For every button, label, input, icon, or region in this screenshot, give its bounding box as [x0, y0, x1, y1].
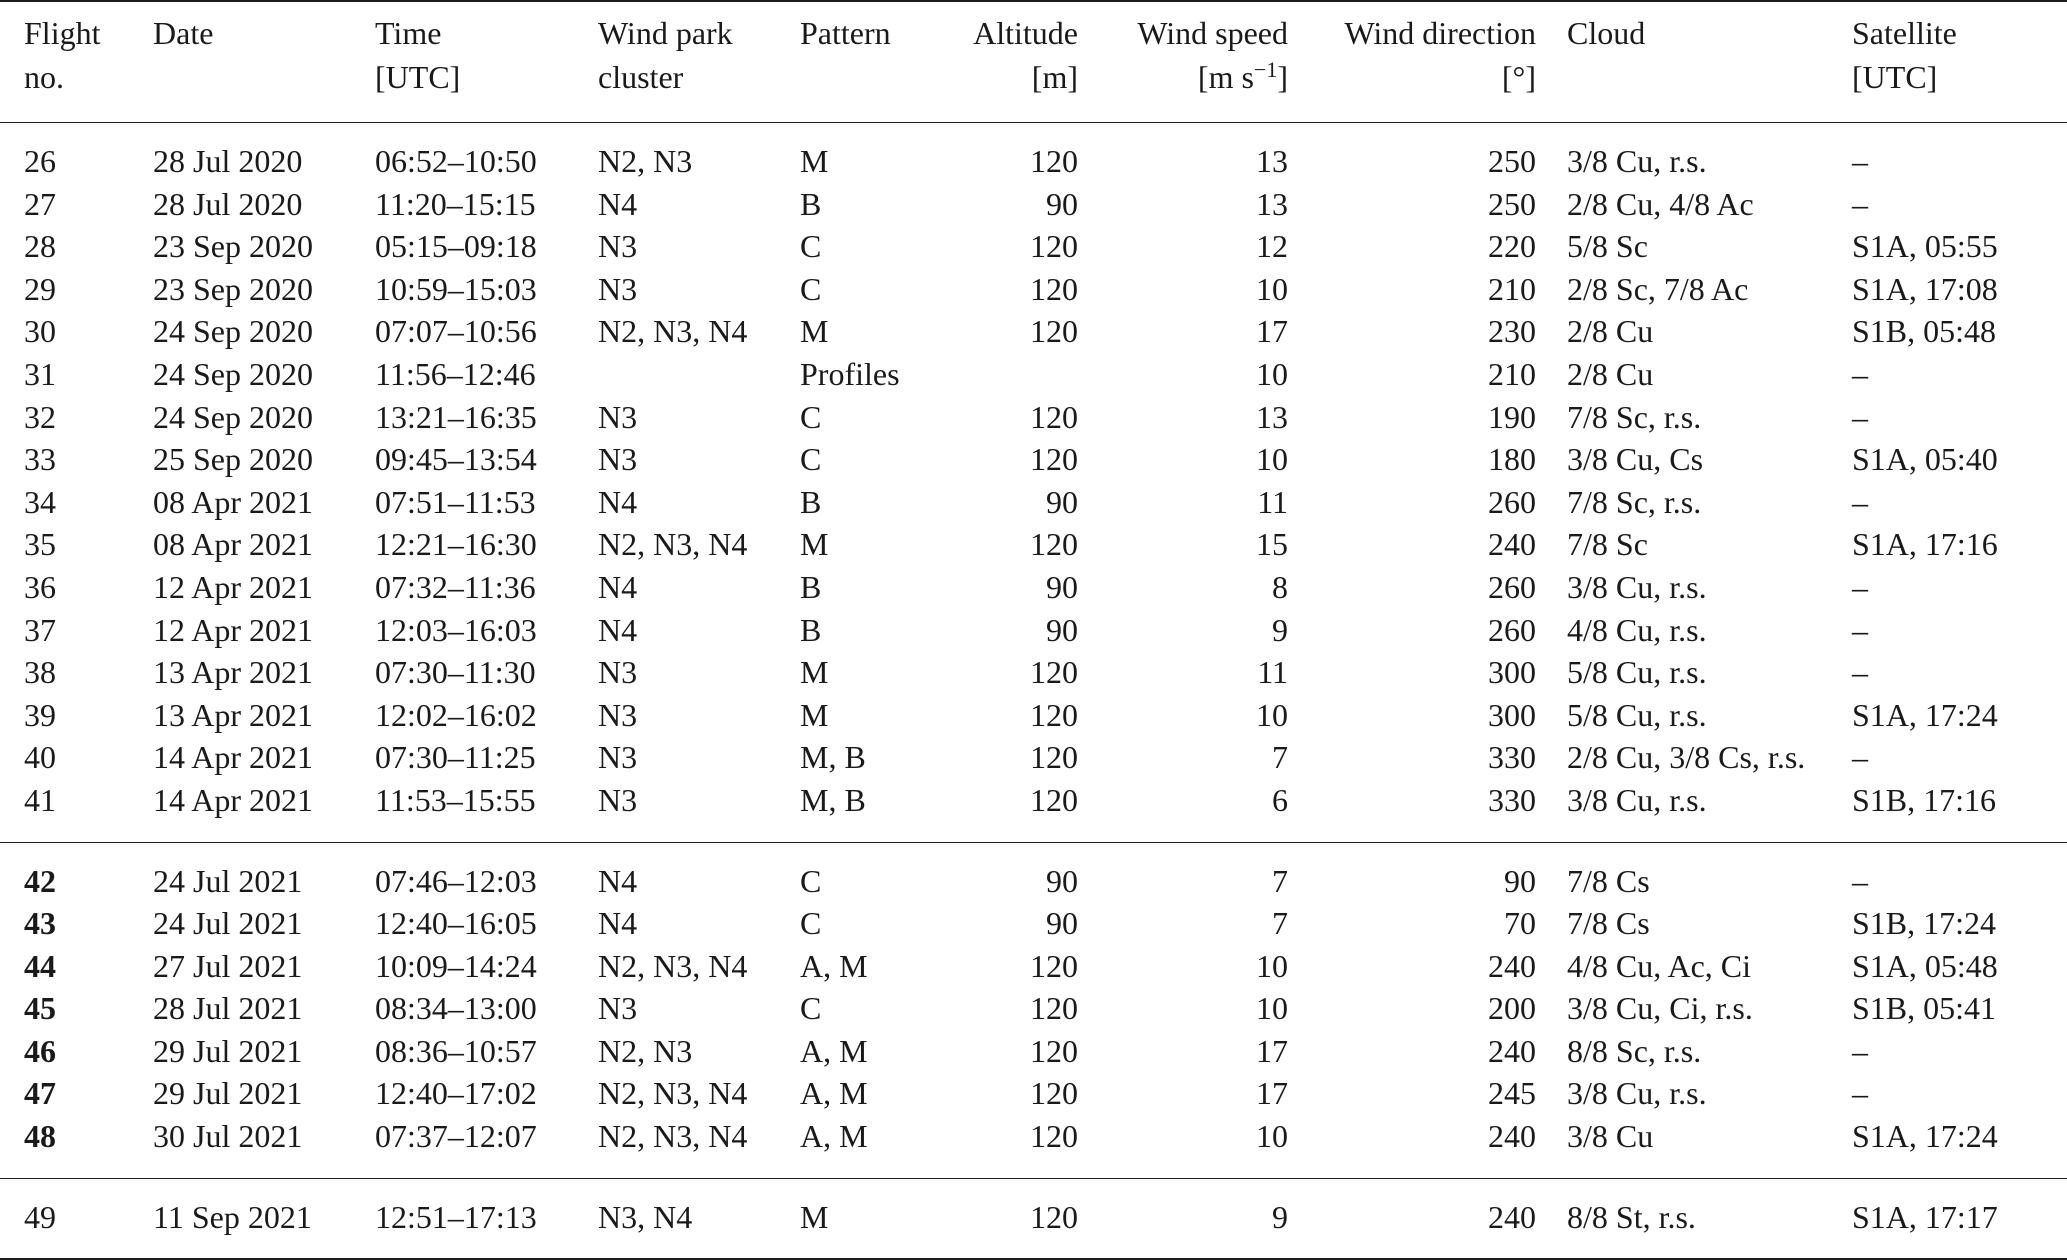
- cell-wind-speed: 7: [1272, 905, 1288, 942]
- cell-pattern: C: [800, 398, 822, 435]
- cell-time: 10:09–14:24: [375, 947, 537, 984]
- cell-time: 07:07–10:56: [375, 313, 537, 350]
- header-altitude-unit: [m]: [1031, 59, 1078, 95]
- cell-cloud: 4/8 Cu, r.s.: [1567, 611, 1707, 648]
- cell-flight-no: 37: [24, 611, 56, 648]
- table-row: [0, 566, 2067, 609]
- cell-wind-speed: 11: [1257, 483, 1288, 520]
- cell-wind-direction: 330: [1488, 781, 1536, 818]
- cell-wind-speed: 8: [1272, 568, 1288, 605]
- cell-wind-direction: 210: [1488, 270, 1536, 307]
- cell-flight-no: 30: [24, 313, 56, 350]
- header-wind-direction-unit: [°]: [1501, 59, 1536, 95]
- cell-satellite: S1B, 05:41: [1852, 990, 1997, 1027]
- table-row: [0, 902, 2067, 945]
- cell-wind-park: N3: [598, 739, 638, 776]
- table-row: [0, 736, 2067, 779]
- cell-flight-no: 48: [24, 1118, 56, 1155]
- cell-cloud: 2/8 Cu: [1567, 313, 1654, 350]
- cell-pattern: C: [800, 228, 822, 265]
- cell-cloud: 2/8 Cu, 4/8 Ac: [1567, 185, 1754, 222]
- cell-altitude: 120: [1030, 228, 1078, 265]
- cell-flight-no: 46: [24, 1032, 56, 1069]
- cell-wind-park: N3: [598, 654, 638, 691]
- header-cluster: Wind park: [598, 15, 733, 51]
- cell-wind-direction: 240: [1488, 1032, 1536, 1069]
- cell-wind-park: N2, N3: [598, 143, 693, 179]
- cell-satellite: S1A, 05:48: [1852, 947, 1998, 984]
- cell-wind-direction: 180: [1488, 441, 1536, 478]
- cell-pattern: M, B: [800, 739, 866, 776]
- cell-satellite: S1B, 17:16: [1852, 781, 1997, 818]
- cell-flight-no: 38: [24, 654, 56, 691]
- cell-date: 24 Sep 2020: [153, 355, 313, 392]
- cell-wind-speed: 17: [1256, 1075, 1288, 1112]
- table-row: [0, 123, 2067, 183]
- header-satellite-unit: [UTC]: [1852, 59, 1938, 95]
- cell-wind-park: N3, N4: [598, 1198, 693, 1235]
- cell-pattern: Profiles: [800, 355, 900, 392]
- cell-wind-park: N4: [598, 185, 638, 222]
- cell-altitude: 90: [1046, 611, 1078, 648]
- table-row: [0, 396, 2067, 439]
- cell-wind-park: N2, N3, N4: [598, 526, 748, 563]
- cell-altitude: 120: [1030, 441, 1078, 478]
- table-row: [0, 353, 2067, 396]
- table-row: [0, 779, 2067, 842]
- cell-time: 12:03–16:03: [375, 611, 537, 648]
- header-wind-direction: Wind direction: [1344, 15, 1536, 51]
- cell-flight-no: 42: [24, 862, 56, 899]
- table-row: [0, 1115, 2067, 1178]
- cell-date: 12 Apr 2021: [153, 568, 313, 605]
- cell-wind-park: N2, N3: [598, 1032, 693, 1069]
- cell-cloud: 7/8 Cs: [1567, 905, 1650, 942]
- table-row: [0, 694, 2067, 737]
- table-row: [0, 268, 2067, 311]
- cell-wind-direction: 250: [1488, 185, 1536, 222]
- cell-altitude: 120: [1030, 696, 1078, 733]
- cell-date: 29 Jul 2021: [153, 1032, 303, 1069]
- cell-wind-direction: 260: [1488, 483, 1536, 520]
- cell-cloud: 3/8 Cu, r.s.: [1567, 143, 1707, 179]
- cell-satellite: –: [1852, 1075, 1868, 1112]
- cell-wind-park: N4: [598, 905, 638, 942]
- cell-satellite: S1A, 17:16: [1852, 526, 1998, 563]
- cell-date: 28 Jul 2020: [153, 185, 303, 222]
- cell-pattern: A, M: [800, 947, 868, 984]
- cell-altitude: 120: [1030, 1118, 1078, 1155]
- cell-flight-no: 28: [24, 228, 56, 265]
- table-row: [0, 1030, 2067, 1073]
- cell-flight-no: 49: [24, 1198, 56, 1235]
- cell-wind-speed: 6: [1272, 781, 1288, 818]
- cell-satellite: –: [1852, 862, 1868, 899]
- cell-date: 28 Jul 2021: [153, 990, 303, 1027]
- cell-wind-direction: 240: [1488, 1198, 1536, 1235]
- cell-flight-no: 35: [24, 526, 56, 563]
- cell-wind-direction: 210: [1488, 355, 1536, 392]
- cell-satellite: S1B, 17:24: [1852, 905, 1997, 942]
- cell-date: 25 Sep 2020: [153, 441, 313, 478]
- cell-wind-park: N3: [598, 696, 638, 733]
- cell-wind-park: [598, 353, 800, 396]
- table-row: [0, 183, 2067, 226]
- table-row: [0, 438, 2067, 481]
- wind-speed-unit-exponent: −1: [1253, 57, 1278, 82]
- table-row: [0, 1178, 2067, 1259]
- cell-flight-no: 26: [24, 143, 56, 179]
- cell-pattern: A, M: [800, 1118, 868, 1155]
- cell-cloud: 3/8 Cu, r.s.: [1567, 781, 1707, 818]
- cell-flight-no: 40: [24, 739, 56, 776]
- cell-cloud: 2/8 Cu, 3/8 Cs, r.s.: [1567, 739, 1806, 776]
- wind-speed-unit-close: ]: [1277, 59, 1288, 95]
- cell-date: 24 Sep 2020: [153, 313, 313, 350]
- cell-date: 29 Jul 2021: [153, 1075, 303, 1112]
- cell-wind-speed: 7: [1272, 862, 1288, 899]
- cell-wind-speed: 10: [1256, 1118, 1288, 1155]
- cell-time: 08:34–13:00: [375, 990, 537, 1027]
- table-row: [0, 842, 2067, 902]
- cell-time: 07:37–12:07: [375, 1118, 537, 1155]
- cell-pattern: M: [800, 313, 829, 350]
- cell-wind-speed: 17: [1256, 313, 1288, 350]
- cell-satellite: –: [1852, 739, 1868, 776]
- cell-pattern: C: [800, 862, 822, 899]
- cell-date: 30 Jul 2021: [153, 1118, 303, 1155]
- cell-wind-park: N2, N3, N4: [598, 1118, 748, 1155]
- cell-time: 11:56–12:46: [375, 355, 536, 392]
- cell-time: 12:51–17:13: [375, 1198, 537, 1235]
- cell-satellite: S1A, 17:24: [1852, 1118, 1998, 1155]
- cell-time: 12:02–16:02: [375, 696, 537, 733]
- cell-date: 23 Sep 2020: [153, 228, 313, 265]
- cell-satellite: S1B, 05:48: [1852, 313, 1997, 350]
- header-pattern-sub: [800, 55, 950, 123]
- cell-pattern: C: [800, 270, 822, 307]
- cell-pattern: B: [800, 568, 822, 605]
- cell-satellite: S1A, 17:17: [1852, 1198, 1998, 1235]
- cell-time: 13:21–16:35: [375, 398, 537, 435]
- table-row: [0, 225, 2067, 268]
- header-cluster-sub: cluster: [598, 59, 684, 95]
- cell-wind-park: N4: [598, 611, 638, 648]
- cell-wind-park: N3: [598, 270, 638, 307]
- flight-group-3: [0, 1178, 2067, 1259]
- cell-altitude: 120: [1030, 526, 1078, 563]
- cell-date: 23 Sep 2020: [153, 270, 313, 307]
- cell-wind-park: N3: [598, 228, 638, 265]
- cell-wind-direction: 230: [1488, 313, 1536, 350]
- cell-cloud: 7/8 Sc, r.s.: [1567, 398, 1702, 435]
- cell-wind-direction: 330: [1488, 739, 1536, 776]
- cell-altitude: 90: [1046, 862, 1078, 899]
- cell-time: 06:52–10:50: [375, 143, 537, 179]
- cell-flight-no: 43: [24, 905, 56, 942]
- cell-altitude: [950, 353, 1078, 396]
- cell-pattern: C: [800, 990, 822, 1027]
- header-time-unit: [UTC]: [375, 59, 461, 95]
- cell-flight-no: 27: [24, 185, 56, 222]
- header-row-1: [0, 1, 2067, 55]
- cell-cloud: 3/8 Cu: [1567, 1118, 1654, 1155]
- cell-time: 07:51–11:53: [375, 483, 536, 520]
- header-cloud: Cloud: [1567, 15, 1646, 51]
- cell-cloud: 2/8 Cu: [1567, 355, 1654, 392]
- cell-wind-direction: 70: [1504, 905, 1536, 942]
- cell-altitude: 120: [1030, 781, 1078, 818]
- cell-wind-speed: 13: [1256, 143, 1288, 179]
- cell-wind-speed: 17: [1256, 1032, 1288, 1069]
- cell-wind-park: N2, N3, N4: [598, 1075, 748, 1112]
- cell-satellite: –: [1852, 611, 1868, 648]
- cell-wind-speed: 13: [1256, 185, 1288, 222]
- cell-pattern: M, B: [800, 781, 866, 818]
- header-date: Date: [153, 15, 214, 51]
- cell-flight-no: 29: [24, 270, 56, 307]
- cell-pattern: M: [800, 526, 829, 563]
- header-flight-sub: no.: [24, 59, 64, 95]
- cell-wind-speed: 10: [1256, 270, 1288, 307]
- cell-cloud: 2/8 Sc, 7/8 Ac: [1567, 270, 1749, 307]
- cell-time: 12:40–16:05: [375, 905, 537, 942]
- cell-time: 07:30–11:30: [375, 654, 536, 691]
- cell-wind-speed: 10: [1256, 355, 1288, 392]
- header-time: Time: [375, 15, 442, 51]
- cell-wind-speed: 11: [1257, 654, 1288, 691]
- cell-wind-direction: 245: [1488, 1075, 1536, 1112]
- cell-cloud: 3/8 Cu, Ci, r.s.: [1567, 990, 1753, 1027]
- cell-wind-speed: 10: [1256, 441, 1288, 478]
- header-date-sub: [153, 55, 375, 123]
- cell-cloud: 8/8 St, r.s.: [1567, 1198, 1696, 1235]
- cell-time: 12:21–16:30: [375, 526, 537, 563]
- cell-cloud: 8/8 Sc, r.s.: [1567, 1032, 1702, 1069]
- cell-satellite: S1A, 17:24: [1852, 696, 1998, 733]
- cell-pattern: B: [800, 611, 822, 648]
- cell-wind-park: N4: [598, 483, 638, 520]
- cell-wind-direction: 220: [1488, 228, 1536, 265]
- cell-time: 11:20–15:15: [375, 185, 536, 222]
- cell-wind-direction: 260: [1488, 611, 1536, 648]
- cell-flight-no: 31: [24, 355, 56, 392]
- cell-wind-direction: 200: [1488, 990, 1536, 1027]
- cell-time: 11:53–15:55: [375, 781, 536, 818]
- table-row: [0, 651, 2067, 694]
- cell-altitude: 120: [1030, 398, 1078, 435]
- cell-time: 07:30–11:25: [375, 739, 536, 776]
- cell-date: 08 Apr 2021: [153, 526, 313, 563]
- cell-pattern: M: [800, 143, 829, 179]
- cell-flight-no: 39: [24, 696, 56, 733]
- cell-altitude: 90: [1046, 185, 1078, 222]
- cell-wind-park: N4: [598, 862, 638, 899]
- header-pattern: Pattern: [800, 15, 891, 51]
- header-wind-speed: Wind speed: [1137, 15, 1288, 51]
- cell-cloud: 3/8 Cu, r.s.: [1567, 568, 1707, 605]
- cell-wind-direction: 250: [1488, 143, 1536, 179]
- cell-flight-no: 34: [24, 483, 56, 520]
- cell-altitude: 120: [1030, 270, 1078, 307]
- cell-altitude: 120: [1030, 654, 1078, 691]
- cell-wind-speed: 13: [1256, 398, 1288, 435]
- cell-pattern: B: [800, 483, 822, 520]
- cell-altitude: 120: [1030, 1198, 1078, 1235]
- table-row: [0, 523, 2067, 566]
- flight-group-2: [0, 842, 2067, 1178]
- cell-wind-speed: 12: [1256, 228, 1288, 265]
- cell-cloud: 5/8 Cu, r.s.: [1567, 696, 1707, 733]
- cell-flight-no: 36: [24, 568, 56, 605]
- cell-time: 12:40–17:02: [375, 1075, 537, 1112]
- cell-time: 05:15–09:18: [375, 228, 537, 265]
- cell-date: 14 Apr 2021: [153, 781, 313, 818]
- cell-satellite: –: [1852, 654, 1868, 691]
- cell-time: 07:46–12:03: [375, 862, 537, 899]
- cell-satellite: –: [1852, 1032, 1868, 1069]
- cell-wind-direction: 300: [1488, 696, 1536, 733]
- cell-wind-speed: 9: [1272, 1198, 1288, 1235]
- cell-flight-no: 44: [24, 947, 56, 984]
- cell-cloud: 3/8 Cu, r.s.: [1567, 1075, 1707, 1112]
- header-flight: Flight: [24, 15, 101, 51]
- cell-satellite: S1A, 05:55: [1852, 228, 1998, 265]
- header-altitude: Altitude: [973, 15, 1078, 51]
- cell-time: 09:45–13:54: [375, 441, 537, 478]
- cell-satellite: –: [1852, 185, 1868, 222]
- header-satellite: Satellite: [1852, 15, 1957, 51]
- cell-pattern: C: [800, 441, 822, 478]
- cell-pattern: M: [800, 654, 829, 691]
- cell-wind-direction: 260: [1488, 568, 1536, 605]
- cell-wind-park: N2, N3, N4: [598, 947, 748, 984]
- cell-cloud: 5/8 Cu, r.s.: [1567, 654, 1707, 691]
- cell-date: 11 Sep 2021: [153, 1198, 312, 1235]
- cell-cloud: 4/8 Cu, Ac, Ci: [1567, 947, 1752, 984]
- cell-wind-park: N3: [598, 441, 638, 478]
- cell-cloud: 7/8 Sc: [1567, 526, 1648, 563]
- cell-cloud: 3/8 Cu, Cs: [1567, 441, 1704, 478]
- cell-wind-speed: 9: [1272, 611, 1288, 648]
- cell-pattern: C: [800, 905, 822, 942]
- flight-group-1: [0, 123, 2067, 843]
- cell-flight-no: 32: [24, 398, 56, 435]
- cell-wind-direction: 190: [1488, 398, 1536, 435]
- cell-wind-direction: 90: [1504, 862, 1536, 899]
- header-row-2: [0, 55, 2067, 123]
- table-row: [0, 609, 2067, 652]
- cell-flight-no: 45: [24, 990, 56, 1027]
- table-header: [0, 1, 2067, 123]
- cell-wind-direction: 240: [1488, 1118, 1536, 1155]
- table-row: [0, 1072, 2067, 1115]
- cell-wind-speed: 10: [1256, 990, 1288, 1027]
- cell-wind-direction: 240: [1488, 947, 1536, 984]
- table-row: [0, 987, 2067, 1030]
- cell-satellite: –: [1852, 398, 1868, 435]
- wind-speed-unit-main: [m s: [1197, 59, 1254, 95]
- cell-wind-park: N3: [598, 398, 638, 435]
- cell-cloud: 7/8 Cs: [1567, 862, 1650, 899]
- cell-altitude: 120: [1030, 1075, 1078, 1112]
- cell-cloud: 7/8 Sc, r.s.: [1567, 483, 1702, 520]
- cell-satellite: –: [1852, 143, 1868, 179]
- cell-date: 24 Jul 2021: [153, 905, 303, 942]
- cell-altitude: 90: [1046, 483, 1078, 520]
- cell-altitude: 120: [1030, 143, 1078, 179]
- cell-wind-park: N4: [598, 568, 638, 605]
- cell-pattern: M: [800, 696, 829, 733]
- cell-wind-direction: 240: [1488, 526, 1536, 563]
- cell-cloud: 5/8 Sc: [1567, 228, 1648, 265]
- header-wind-speed-unit: [1078, 55, 1288, 123]
- cell-wind-park: N3: [598, 781, 638, 818]
- cell-time: 08:36–10:57: [375, 1032, 537, 1069]
- cell-satellite: S1A, 05:40: [1852, 441, 1998, 478]
- table-row: [0, 310, 2067, 353]
- cell-time: 07:32–11:36: [375, 568, 536, 605]
- cell-pattern: A, M: [800, 1075, 868, 1112]
- cell-time: 10:59–15:03: [375, 270, 537, 307]
- header-cloud-sub: [1536, 55, 1841, 123]
- cell-date: 28 Jul 2020: [153, 143, 303, 179]
- cell-altitude: 120: [1030, 1032, 1078, 1069]
- cell-flight-no: 47: [24, 1075, 56, 1112]
- cell-altitude: 120: [1030, 947, 1078, 984]
- cell-date: 24 Jul 2021: [153, 862, 303, 899]
- cell-wind-speed: 10: [1256, 947, 1288, 984]
- cell-pattern: B: [800, 185, 822, 222]
- cell-wind-speed: 10: [1256, 696, 1288, 733]
- cell-satellite: –: [1852, 355, 1868, 392]
- cell-altitude: 120: [1030, 990, 1078, 1027]
- cell-altitude: 120: [1030, 739, 1078, 776]
- cell-satellite: –: [1852, 568, 1868, 605]
- cell-date: 08 Apr 2021: [153, 483, 313, 520]
- cell-flight-no: 33: [24, 441, 56, 478]
- cell-pattern: A, M: [800, 1032, 868, 1069]
- cell-date: 13 Apr 2021: [153, 696, 313, 733]
- cell-satellite: –: [1852, 483, 1868, 520]
- cell-satellite: S1A, 17:08: [1852, 270, 1998, 307]
- cell-flight-no: 41: [24, 781, 56, 818]
- cell-date: 27 Jul 2021: [153, 947, 303, 984]
- cell-pattern: M: [800, 1198, 829, 1235]
- cell-date: 12 Apr 2021: [153, 611, 313, 648]
- cell-date: 14 Apr 2021: [153, 739, 313, 776]
- cell-altitude: 120: [1030, 313, 1078, 350]
- table-row: [0, 481, 2067, 524]
- cell-date: 24 Sep 2020: [153, 398, 313, 435]
- cell-wind-speed: 7: [1272, 739, 1288, 776]
- cell-wind-park: N3: [598, 990, 638, 1027]
- cell-wind-park: N2, N3, N4: [598, 313, 748, 350]
- table-row: [0, 945, 2067, 988]
- cell-date: 13 Apr 2021: [153, 654, 313, 691]
- cell-altitude: 90: [1046, 905, 1078, 942]
- cell-wind-direction: 300: [1488, 654, 1536, 691]
- cell-wind-speed: 15: [1256, 526, 1288, 563]
- cell-altitude: 90: [1046, 568, 1078, 605]
